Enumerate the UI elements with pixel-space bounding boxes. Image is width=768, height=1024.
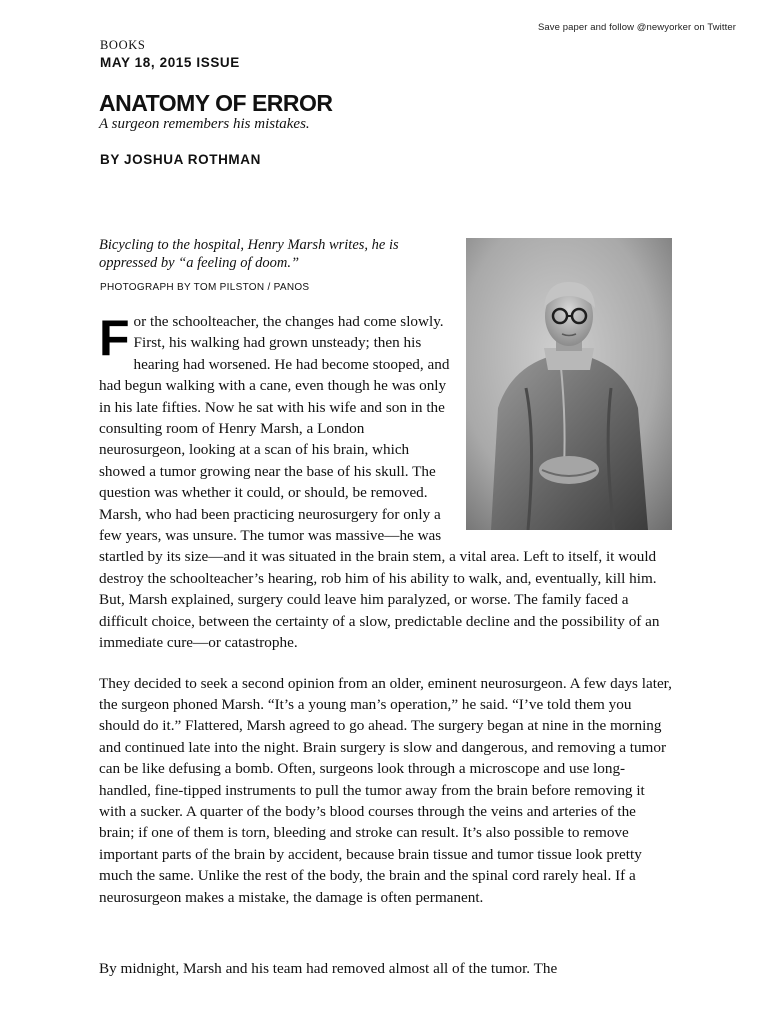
paragraph-gap [99, 927, 673, 958]
photo-caption: Bicycling to the hospital, Henry Marsh writes, he is oppressed by “a feeling of doom.” [99, 237, 399, 271]
photo-credit: PHOTOGRAPH BY TOM PILSTON / PANOS [100, 282, 310, 293]
article-dek: A surgeon remembers his mistakes. [99, 116, 310, 132]
issue-date: MAY 18, 2015 ISSUE [100, 55, 240, 70]
twitter-follow-note[interactable]: Save paper and follow @newyorker on Twitter [537, 22, 736, 33]
article-headline: ANATOMY OF ERROR [99, 90, 333, 116]
photo-float-spacer [453, 311, 673, 533]
article-body [99, 311, 673, 1011]
article-paragraph: By midnight, Marsh and his team had removed almost all of the tumor. The [99, 959, 558, 977]
section-label[interactable]: BOOKS [100, 38, 146, 52]
article-paragraph: They decided to seek a second opinion from an older, eminent neurosurgeon. A few days later, the surgeon phoned Marsh. “It’s a young man’s operation,” he said. “I’ve told them you should do it.” Flattered, Marsh agreed to go ahead. The surgery began at nine in the morning and continued late into the night. Brain surgery is slow and dangerous, and removing a tumor can be like defusing a bomb. Often, surgeons look through a microscope and use long-handled, fine-tipped instruments to pull the tumor away from the brain before removing it with a sucker. A quarter of the body’s blood courses through the veins and arteries of the brain; if one of them is torn, bleeding and stroke can result. It’s also possible to remove important parts of the brain by accident, because brain tissue and tumor tissue look pretty much the same. Unlike the rest of the body, the brain and the spinal cord rarely heal. If a neurosurgeon makes a mistake, the damage is often permanent. [99, 674, 672, 906]
drop-cap: F [99, 311, 130, 366]
article-byline: BY JOSHUA ROTHMAN [100, 152, 261, 167]
paragraph-text: or the schoolteacher, the changes had come slowly. First, his walking had grown unsteady; then his hearing had worsened. He had become stooped, and had begun walking with a cane, even though he was only in his late fifties. Now he sat with his wife and son in the consulting room of Henry Marsh, a London neurosurgeon, looking at a scan of his brain, which showed a tumor growing near the base of his skull. The question was whether it could, or should, be removed. Marsh, who had been practicing neurosurgery for only a few years, was unsure. The tumor was massive—he was startled by its size—and it was situated in the brain stem, a vital area. Left to itself, it would destroy the schoolteacher’s hearing, rob him of his ability to walk, and, eventually, kill him. But, Marsh explained, surgery could leave him paralyzed, or worse. The family faced a difficult choice, between the certainty of a slow, predictable decline and the possibility of an immediate cure—or catastrophe. [99, 313, 660, 652]
